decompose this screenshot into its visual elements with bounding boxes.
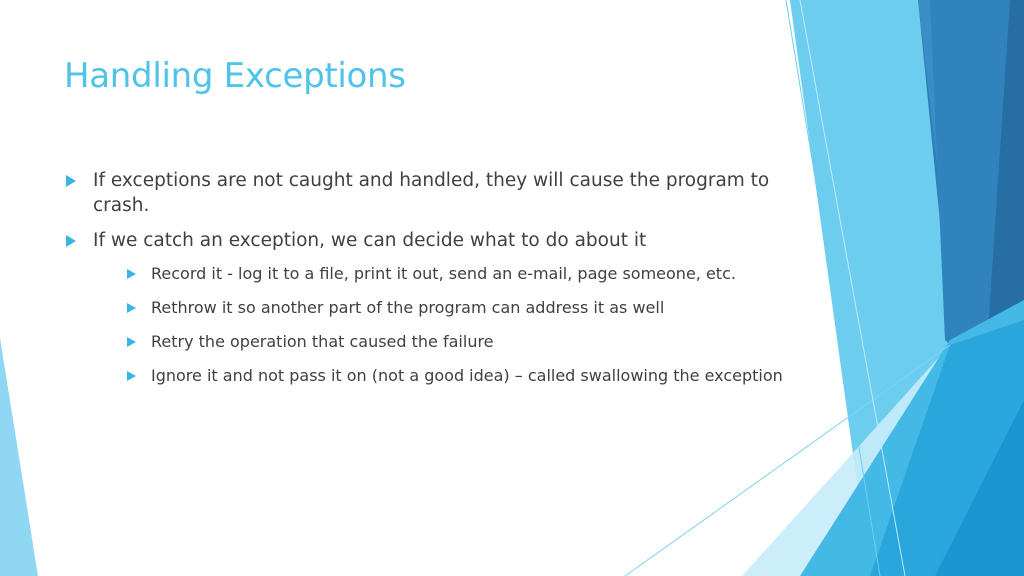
triangle-bullet-icon [66, 175, 76, 187]
sub-bullet-text: Ignore it and not pass it on (not a good idea) – called swallowing the exception [151, 366, 783, 385]
sub-bullet-list [66, 263, 786, 387]
triangle-bullet-icon [127, 269, 136, 279]
bullet-item [66, 168, 786, 218]
bullet-text: If exceptions are not caught and handled, they will cause the program to crash. [93, 170, 770, 216]
triangle-bullet-icon [127, 371, 136, 381]
sub-bullet-item [127, 263, 786, 285]
sub-bullet-item [127, 365, 786, 387]
bullet-item [66, 228, 786, 387]
triangle-bullet-icon [66, 235, 76, 247]
sub-bullet-item [127, 331, 786, 353]
slide-title: Handling Exceptions [64, 56, 406, 96]
left-edge-shape [0, 338, 38, 576]
triangle-bullet-icon [127, 337, 136, 347]
bullet-text: If we catch an exception, we can decide what to do about it [93, 230, 647, 251]
triangle-bullet-icon [127, 303, 136, 313]
bullet-list [66, 168, 786, 387]
sub-bullet-item [127, 297, 786, 319]
sub-bullet-text: Retry the operation that caused the failure [151, 332, 494, 351]
sub-bullet-text: Rethrow it so another part of the program can address it as well [151, 298, 665, 317]
slide-content [66, 168, 786, 399]
sub-bullet-text: Record it - log it to a file, print it out, send an e-mail, page someone, etc. [151, 264, 736, 283]
